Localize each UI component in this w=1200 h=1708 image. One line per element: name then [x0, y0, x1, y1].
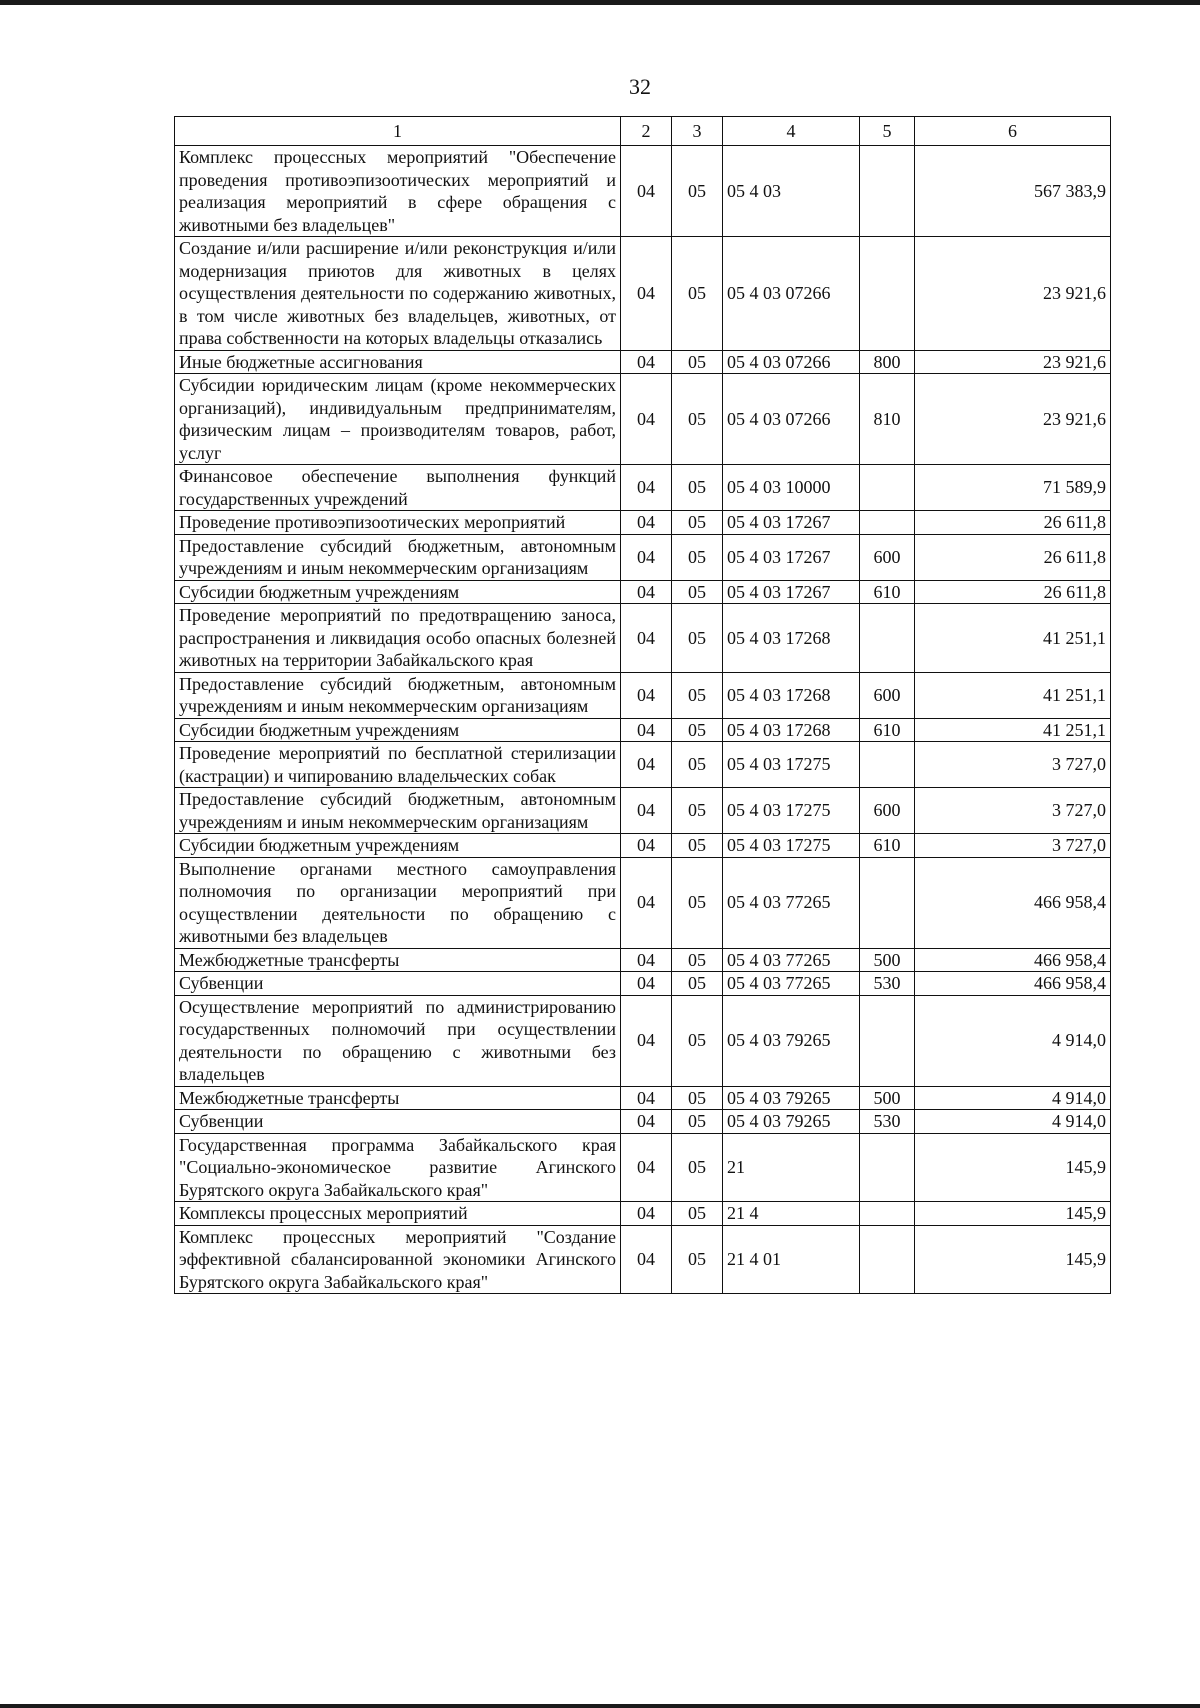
table-row	[175, 1225, 1111, 1294]
row-amount: 3 727,0	[915, 834, 1111, 858]
row-expense-type: 500	[860, 948, 915, 972]
table-row	[175, 995, 1111, 1086]
row-name: Проведение мероприятий по бесплатной стерилизации (кастрации) и чипированию владельческих собак	[175, 742, 621, 788]
row-expense-type: 810	[860, 374, 915, 465]
row-name: Предоставление субсидий бюджетным, автономным учреждениям и иным некоммерческим организациям	[175, 672, 621, 718]
row-target-code: 05 4 03 79265	[723, 995, 860, 1086]
row-name: Межбюджетные трансферты	[175, 948, 621, 972]
budget-table	[174, 116, 1111, 1294]
row-expense-type	[860, 742, 915, 788]
row-target-code: 05 4 03 17268	[723, 672, 860, 718]
row-section: 04	[621, 580, 672, 604]
scan-top-edge	[0, 0, 1200, 5]
row-subsection: 05	[672, 672, 723, 718]
row-name: Осуществление мероприятий по администрированию государственных полномочий при осуществлении деятельности по обращению с животными без владельцев	[175, 995, 621, 1086]
row-section: 04	[621, 374, 672, 465]
row-section: 04	[621, 237, 672, 351]
row-amount: 23 921,6	[915, 237, 1111, 351]
row-section: 04	[621, 146, 672, 237]
row-name: Комплекс процессных мероприятий "Обеспечение проведения противоэпизоотических мероприятий и реализация мероприятий в сфере обращения с животными без владельцев"	[175, 146, 621, 237]
row-section: 04	[621, 1110, 672, 1134]
row-target-code: 05 4 03 17268	[723, 718, 860, 742]
table-row	[175, 857, 1111, 948]
row-subsection: 05	[672, 718, 723, 742]
table-row	[175, 834, 1111, 858]
table-row	[175, 237, 1111, 351]
row-subsection: 05	[672, 146, 723, 237]
row-target-code: 05 4 03	[723, 146, 860, 237]
row-amount: 41 251,1	[915, 718, 1111, 742]
row-expense-type: 610	[860, 580, 915, 604]
row-section: 04	[621, 672, 672, 718]
row-target-code: 05 4 03 17275	[723, 834, 860, 858]
row-subsection: 05	[672, 1086, 723, 1110]
row-target-code: 05 4 03 17268	[723, 604, 860, 673]
row-name: Государственная программа Забайкальского края "Социально-экономическое развитие Агинского Бурятского округа Забайкальского края"	[175, 1133, 621, 1202]
header-col-1: 1	[175, 117, 621, 146]
row-section: 04	[621, 1133, 672, 1202]
table-row	[175, 948, 1111, 972]
row-subsection: 05	[672, 350, 723, 374]
row-expense-type	[860, 511, 915, 535]
table-row	[175, 972, 1111, 996]
row-target-code: 05 4 03 17267	[723, 580, 860, 604]
row-target-code: 05 4 03 17267	[723, 511, 860, 535]
row-expense-type: 800	[860, 350, 915, 374]
row-name: Субсидии бюджетным учреждениям	[175, 718, 621, 742]
row-name: Субвенции	[175, 972, 621, 996]
row-subsection: 05	[672, 834, 723, 858]
row-section: 04	[621, 511, 672, 535]
row-target-code: 05 4 03 17275	[723, 788, 860, 834]
row-name: Субвенции	[175, 1110, 621, 1134]
row-target-code: 05 4 03 07266	[723, 237, 860, 351]
row-section: 04	[621, 972, 672, 996]
row-amount: 4 914,0	[915, 995, 1111, 1086]
scan-bottom-edge	[0, 1704, 1200, 1708]
row-name: Создание и/или расширение и/или реконструкция и/или модернизация приютов для животных в целях осуществления деятельности по содержанию животных, в том числе животных без владельцев, животных, от права собственности на которых владельцы отказались	[175, 237, 621, 351]
row-amount: 4 914,0	[915, 1086, 1111, 1110]
row-name: Предоставление субсидий бюджетным, автономным учреждениям и иным некоммерческим организациям	[175, 534, 621, 580]
row-name: Выполнение органами местного самоуправления полномочия по организации мероприятий при осуществлении деятельности по обращению с животными без владельцев	[175, 857, 621, 948]
row-target-code: 05 4 03 77265	[723, 948, 860, 972]
page-number: 32	[629, 74, 651, 99]
row-target-code: 21	[723, 1133, 860, 1202]
row-target-code: 05 4 03 77265	[723, 972, 860, 996]
row-section: 04	[621, 604, 672, 673]
row-subsection: 05	[672, 580, 723, 604]
row-expense-type	[860, 604, 915, 673]
row-section: 04	[621, 1086, 672, 1110]
row-subsection: 05	[672, 995, 723, 1086]
row-amount: 567 383,9	[915, 146, 1111, 237]
row-subsection: 05	[672, 465, 723, 511]
table-row	[175, 604, 1111, 673]
row-expense-type	[860, 237, 915, 351]
table-row	[175, 374, 1111, 465]
row-amount: 466 958,4	[915, 948, 1111, 972]
row-amount: 145,9	[915, 1202, 1111, 1226]
row-amount: 23 921,6	[915, 350, 1111, 374]
row-expense-type: 610	[860, 834, 915, 858]
row-amount: 41 251,1	[915, 672, 1111, 718]
header-col-2: 2	[621, 117, 672, 146]
table-row	[175, 1202, 1111, 1226]
row-expense-type: 610	[860, 718, 915, 742]
header-col-5: 5	[860, 117, 915, 146]
row-subsection: 05	[672, 534, 723, 580]
row-name: Комплексы процессных мероприятий	[175, 1202, 621, 1226]
row-target-code: 05 4 03 17275	[723, 742, 860, 788]
table-row	[175, 1133, 1111, 1202]
row-expense-type: 500	[860, 1086, 915, 1110]
row-target-code: 21 4 01	[723, 1225, 860, 1294]
row-expense-type: 530	[860, 972, 915, 996]
row-amount: 26 611,8	[915, 580, 1111, 604]
row-name: Субсидии бюджетным учреждениям	[175, 834, 621, 858]
row-expense-type	[860, 857, 915, 948]
table-row	[175, 511, 1111, 535]
row-target-code: 05 4 03 77265	[723, 857, 860, 948]
row-expense-type	[860, 995, 915, 1086]
row-section: 04	[621, 1202, 672, 1226]
table-row	[175, 1110, 1111, 1134]
table-header-row	[175, 117, 1111, 146]
row-amount: 26 611,8	[915, 534, 1111, 580]
table-row	[175, 534, 1111, 580]
row-expense-type: 530	[860, 1110, 915, 1134]
row-section: 04	[621, 534, 672, 580]
row-section: 04	[621, 857, 672, 948]
row-subsection: 05	[672, 1202, 723, 1226]
table-row	[175, 465, 1111, 511]
table-row	[175, 672, 1111, 718]
row-subsection: 05	[672, 374, 723, 465]
row-subsection: 05	[672, 857, 723, 948]
table-row	[175, 580, 1111, 604]
header-col-6: 6	[915, 117, 1111, 146]
row-name: Субсидии бюджетным учреждениям	[175, 580, 621, 604]
row-amount: 3 727,0	[915, 788, 1111, 834]
row-subsection: 05	[672, 1133, 723, 1202]
row-target-code: 05 4 03 07266	[723, 374, 860, 465]
row-subsection: 05	[672, 237, 723, 351]
row-amount: 26 611,8	[915, 511, 1111, 535]
row-section: 04	[621, 788, 672, 834]
row-section: 04	[621, 465, 672, 511]
row-section: 04	[621, 350, 672, 374]
row-target-code: 05 4 03 07266	[723, 350, 860, 374]
row-amount: 145,9	[915, 1225, 1111, 1294]
row-subsection: 05	[672, 604, 723, 673]
row-section: 04	[621, 834, 672, 858]
row-section: 04	[621, 718, 672, 742]
row-amount: 3 727,0	[915, 742, 1111, 788]
row-target-code: 21 4	[723, 1202, 860, 1226]
row-subsection: 05	[672, 511, 723, 535]
row-expense-type	[860, 1225, 915, 1294]
row-name: Иные бюджетные ассигнования	[175, 350, 621, 374]
table-row	[175, 350, 1111, 374]
row-expense-type	[860, 465, 915, 511]
row-name: Межбюджетные трансферты	[175, 1086, 621, 1110]
row-name: Комплекс процессных мероприятий "Создание эффективной сбалансированной экономики Агинского Бурятского округа Забайкальского края"	[175, 1225, 621, 1294]
row-target-code: 05 4 03 79265	[723, 1086, 860, 1110]
row-expense-type	[860, 1202, 915, 1226]
header-col-4: 4	[723, 117, 860, 146]
row-expense-type: 600	[860, 534, 915, 580]
row-subsection: 05	[672, 948, 723, 972]
row-section: 04	[621, 742, 672, 788]
row-name: Предоставление субсидий бюджетным, автономным учреждениям и иным некоммерческим организациям	[175, 788, 621, 834]
header-col-3: 3	[672, 117, 723, 146]
row-amount: 71 589,9	[915, 465, 1111, 511]
row-subsection: 05	[672, 742, 723, 788]
row-expense-type: 600	[860, 788, 915, 834]
row-name: Финансовое обеспечение выполнения функций государственных учреждений	[175, 465, 621, 511]
row-amount: 4 914,0	[915, 1110, 1111, 1134]
table-row	[175, 718, 1111, 742]
row-expense-type	[860, 146, 915, 237]
row-subsection: 05	[672, 1225, 723, 1294]
row-name: Проведение противоэпизоотических мероприятий	[175, 511, 621, 535]
row-section: 04	[621, 995, 672, 1086]
row-section: 04	[621, 1225, 672, 1294]
table-row	[175, 742, 1111, 788]
row-amount: 466 958,4	[915, 857, 1111, 948]
row-amount: 466 958,4	[915, 972, 1111, 996]
row-subsection: 05	[672, 788, 723, 834]
row-expense-type: 600	[860, 672, 915, 718]
row-amount: 41 251,1	[915, 604, 1111, 673]
row-amount: 23 921,6	[915, 374, 1111, 465]
row-amount: 145,9	[915, 1133, 1111, 1202]
row-target-code: 05 4 03 10000	[723, 465, 860, 511]
row-subsection: 05	[672, 1110, 723, 1134]
table-row	[175, 1086, 1111, 1110]
row-section: 04	[621, 948, 672, 972]
row-target-code: 05 4 03 79265	[723, 1110, 860, 1134]
table-row	[175, 146, 1111, 237]
row-subsection: 05	[672, 972, 723, 996]
row-name: Субсидии юридическим лицам (кроме некоммерческих организаций), индивидуальным предпринимателям, физическим лицам – производителям товаров, работ, услуг	[175, 374, 621, 465]
table-row	[175, 788, 1111, 834]
row-target-code: 05 4 03 17267	[723, 534, 860, 580]
row-name: Проведение мероприятий по предотвращению заноса, распространения и ликвидация особо опасных болезней животных на территории Забайкальского края	[175, 604, 621, 673]
row-expense-type	[860, 1133, 915, 1202]
